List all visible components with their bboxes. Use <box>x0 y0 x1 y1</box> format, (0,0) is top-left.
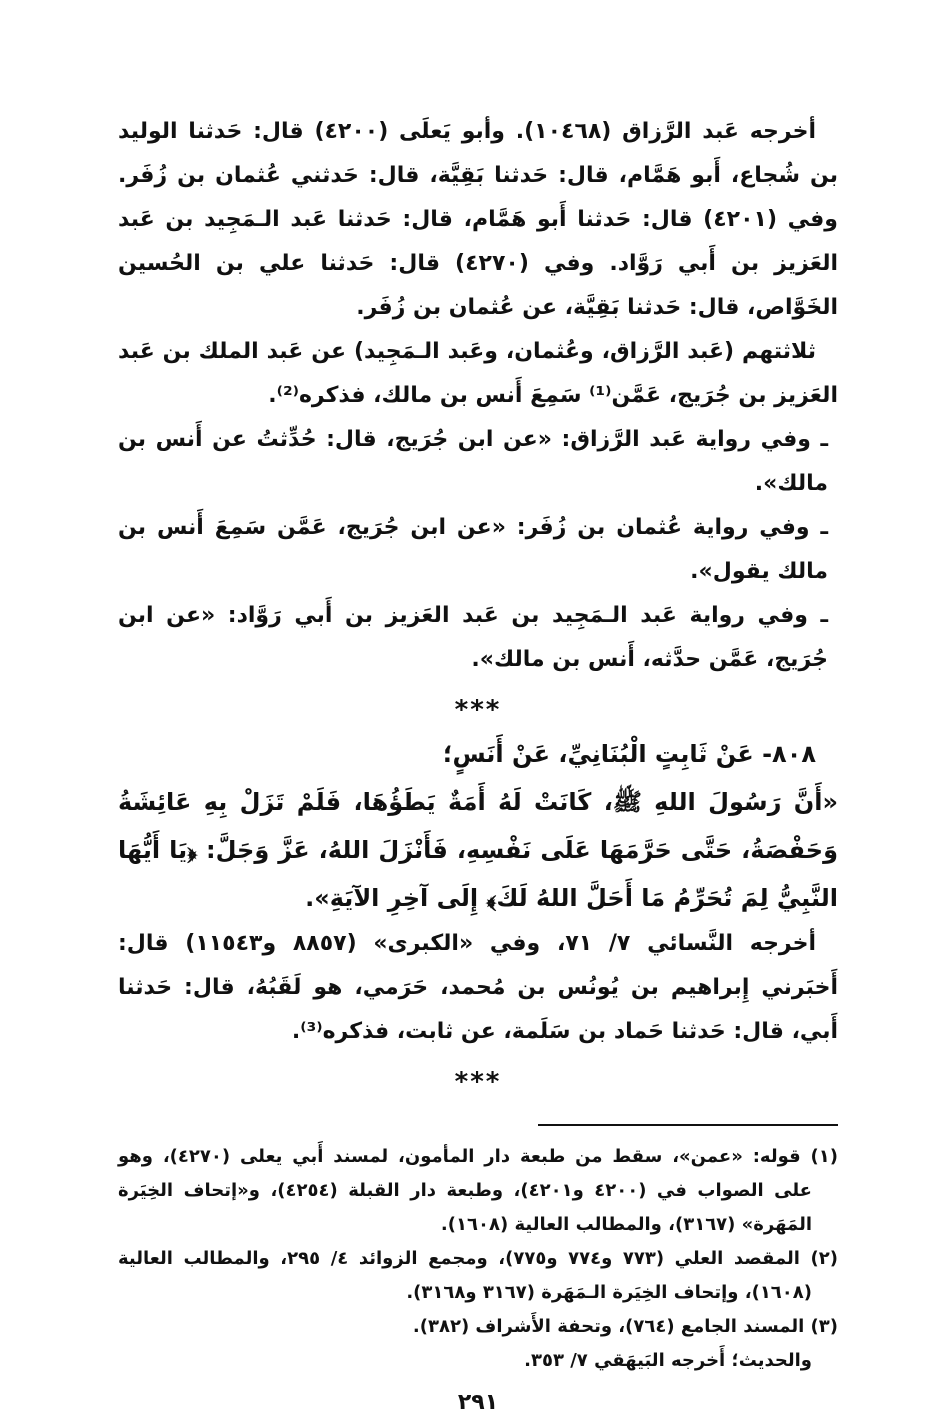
riwaya-line-2: ـ وفي رواية عُثمان بن زُفَر: «عن ابن جُرَيج، عَمَّن سَمِعَ أَنس بن مالك يقول». <box>118 515 828 584</box>
takhrij-paragraph-2: ثلاثتهم (عَبد الرَّزاق، وعُثمان، وعَبد الـمَجِيد) عن عَبد الملك بن عَبد العَزيز بن جُرَيج، عَمَّن⁽¹⁾ سَمِعَ أَنس بن مالك، فذكره⁽²⁾. <box>118 339 838 408</box>
page-number: ٢٩١ <box>457 1390 499 1415</box>
section-separator-stars: *** <box>454 695 502 725</box>
footnote-3-continuation: والحديث؛ أَخرجه البَيهَقي ٧/ ٣٥٣. <box>524 1350 812 1371</box>
hadith-text: «أَنَّ رَسُولَ اللهِ ﷺ، كَانَتْ لَهُ أَمَةٌ يَطَؤُهَا، فَلَمْ تَزَلْ بِهِ عَائِشَةُ وَحَفْصَةُ، حَتَّى حَرَّمَهَا عَلَى نَفْسِهِ، فَأَنْزَلَ اللهُ، عَزَّ وَجَلَّ: ﴿يَا أَيُّهَا النَّبِيُّ لِمَ تُحَرِّمُ مَا أَحَلَّ اللهُ لَكَ﴾ إِلَى آخِرِ الآيَةِ». <box>118 788 838 912</box>
takhrij-paragraph-3: أخرجه النَّسائي ٧/ ٧١، وفي «الكبرى» (٨٨٥٧ و١١٥٤٣) قال: أَخبَرني إِبراهيم بن يُونُس بن مُحمد، حَرَمي، هو لَقَبُهُ، قال: حَدثنا أَبي، قال: حَدثنا حَماد بن سَلَمة، عن ثابت، فذكره⁽³⁾. <box>118 931 838 1044</box>
footnote-3: (٣) المسند الجامع (٧٦٤)، وتحفة الأَشراف (٣٨٢). <box>412 1316 838 1337</box>
page-body <box>118 110 838 1415</box>
footnote-2: (٢) المقصد العلي (٧٧٣ و٧٧٤ و٧٧٥)، ومجمع الزوائد ٤/ ٢٩٥، والمطالب العالية (١٦٠٨)، وإتحاف الخِيَرة الـمَهَرة (٣١٦٧ و٣١٦٨). <box>118 1248 838 1303</box>
riwaya-line-3: ـ وفي رواية عَبد الـمَجِيد بن عَبد العَزيز بن أَبي رَوَّاد: «عن ابن جُرَيج، عَمَّن حدَّثه، أَنس بن مالك». <box>118 603 828 672</box>
takhrij-paragraph-1: أخرجه عَبد الرَّزاق (١٠٤٦٨). وأبو يَعلَى (٤٢٠٠) قال: حَدثنا الوليد بن شُجاع، أَبو هَمَّام، قال: حَدثنا بَقِيَّة، قال: حَدثني عُثمان بن زُفَر. وفي (٤٢٠١) قال: حَدثنا أَبو هَمَّام، قال: حَدثنا عَبد الـمَجِيد بن عَبد العَزيز بن أَبي رَوَّاد. وفي (٤٢٧٠) قال: حَدثنا علي بن الحُسين الخَوَّاص، قال: حَدثنا بَقِيَّة، عن عُثمان بن زُفَر. <box>118 119 838 320</box>
footnote-1: (١) قوله: «عمن»، سقط من طبعة دار المأمون، لمسند أَبي يعلى (٤٢٧٠)، وهو على الصواب في (٤٢٠٠ و٤٢٠١)، وطبعة دار القبلة (٤٢٥٤)، و«إتحاف الخِيَرة المَهَرة» (٣١٦٧)، والمطالب العالية (١٦٠٨). <box>118 1146 838 1235</box>
footnote-separator <box>538 1124 838 1126</box>
section-separator-stars-2: *** <box>454 1067 502 1097</box>
riwaya-line-1: ـ وفي رواية عَبد الرَّزاق: «عن ابن جُرَيج، قال: حُدِّثتُ عن أَنس بن مالك». <box>118 427 828 496</box>
hadith-heading: ٨٠٨- عَنْ ثَابِتٍ الْبُنَانِيِّ، عَنْ أَنَسٍ؛ <box>442 740 816 768</box>
